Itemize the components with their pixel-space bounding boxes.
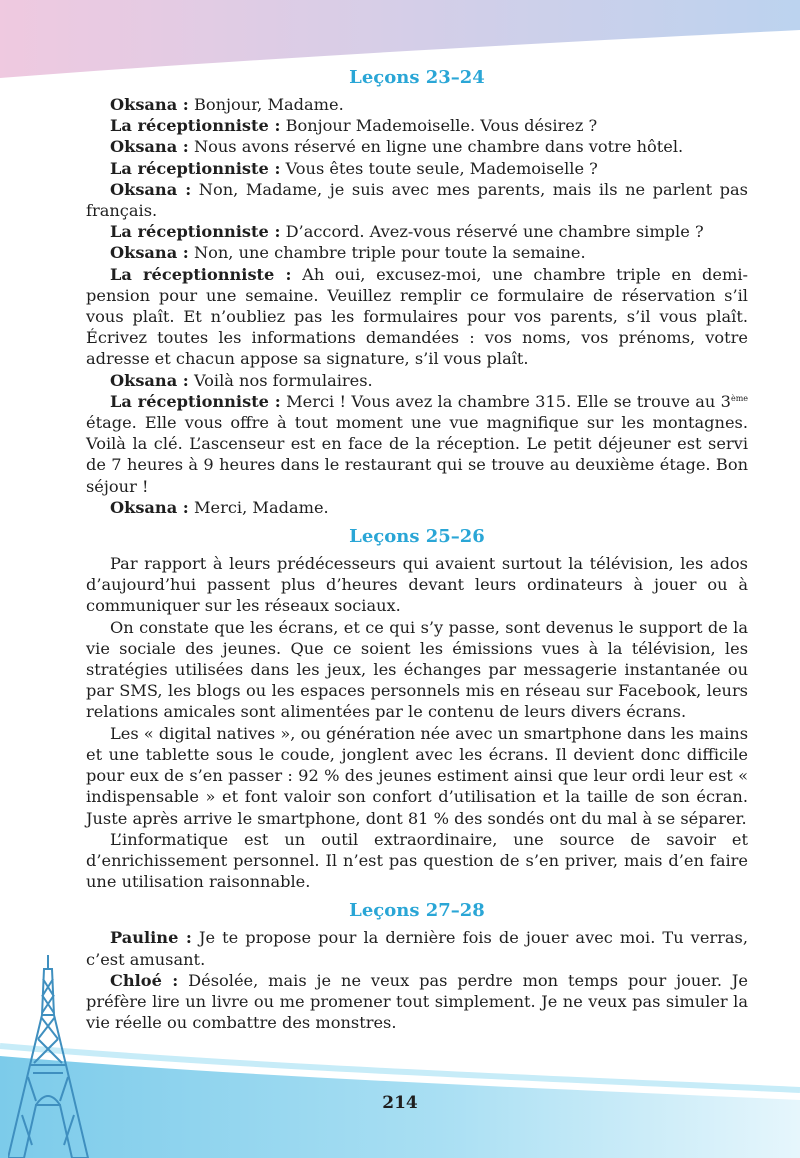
- speaker-name: Chloé :: [110, 970, 179, 990]
- line-text: Merci, Madame.: [188, 497, 329, 517]
- speaker-name: Oksana :: [110, 497, 189, 517]
- dialogue-line: [86, 136, 748, 157]
- dialogue-line: [86, 179, 748, 221]
- speaker-name: La réceptionniste :: [110, 222, 281, 242]
- line-text: Bonjour Mademoiselle. Vous désirez ?: [280, 116, 598, 136]
- line-text: Je te propose pour la dernière fois de jouer avec moi. Tu verras, c’est amusant.: [86, 928, 748, 969]
- speaker-name: Oksana :: [110, 243, 189, 263]
- dialogue-line: [86, 115, 748, 136]
- speaker-name: Oksana :: [110, 95, 189, 114]
- section-title-lecons-23-24: Leçons 23–24: [349, 67, 485, 88]
- speaker-name: Pauline :: [110, 928, 192, 948]
- line-text: Nous avons réservé en ligne une chambre dans votre hôtel.: [188, 137, 684, 157]
- line-text: Non, une chambre triple pour toute la semaine.: [188, 243, 586, 263]
- ordinal-superscript: ème: [730, 393, 749, 403]
- dialogue-line: [86, 391, 748, 497]
- line-text: Voilà nos formulaires.: [188, 370, 373, 390]
- paragraph: L’informatique est un outil extraordinaire, une source de savoir et d’enrichissement personnel. Il n’est pas question de s’en priver, mais d’en faire une utilisation raisonnable.: [86, 829, 748, 892]
- line-text: Non, Madame, je suis avec mes parents, mais ils ne parlent pas français.: [86, 179, 748, 221]
- speaker-name: La réceptionniste :: [110, 158, 281, 178]
- speaker-name: La réceptionniste :: [110, 264, 292, 284]
- line-text: Bonjour, Madame.: [188, 95, 344, 114]
- paragraph: On constate que les écrans, et ce qui s’y passe, sont devenus le support de la vie sociale des jeunes. Que ce soient les émissions vues à la télévision, les stratégies utilisées dans les jeux, les échanges par messagerie instantanée ou par SMS, les blogs ou les espaces personnels mis en réseau sur Facebook, leurs relations amicales sont alimentées par le contenu de leurs divers écrans.: [86, 617, 748, 722]
- speaker-name: La réceptionniste :: [110, 391, 281, 411]
- dialogue-line: [86, 242, 748, 263]
- line-text: Vous êtes toute seule, Mademoiselle ?: [280, 158, 598, 178]
- dialogue-line: [86, 927, 748, 969]
- page-content: [86, 66, 748, 1033]
- speaker-name: Oksana :: [110, 370, 189, 390]
- dialogue-line: [86, 158, 748, 179]
- eiffel-tower-icon: [8, 955, 92, 1158]
- line-text: D’accord. Avez-vous réservé une chambre simple ?: [280, 222, 704, 242]
- dialogue-line: [86, 264, 748, 370]
- dialogue-line: [86, 94, 748, 115]
- line-text: Désolée, mais je ne veux pas perdre mon temps pour jouer. Je préfère lire un livre ou me promener tout simplement. Je ne veux pas simuler la vie réelle ou combattre des monstres.: [86, 970, 748, 1033]
- line-text: Ah oui, excusez-moi, une chambre triple en demi-pension pour une semaine. Veuillez remplir ce formulaire de réservation s’il vous plaît. Et n’oubliez pas les formulaires pour vos parents, s’il vous plaît. Écrivez toutes les informations demandées : vos noms, vos prénoms, votre adresse et chacun appose sa signature, s’il vous plaît.: [86, 264, 748, 369]
- page-number: 214: [382, 1093, 418, 1113]
- dialogue-line: [86, 497, 748, 518]
- paragraph: Par rapport à leurs prédécesseurs qui avaient surtout la télévision, les ados d’aujourd’hui passent plus d’heures devant leurs ordinateurs à jouer ou à communiquer sur les réseaux sociaux.: [86, 554, 748, 616]
- line-text: Merci ! Vous avez la chambre 315. Elle se trouve au 3: [280, 391, 731, 411]
- paragraph: Les « digital natives », ou génération née avec un smartphone dans les mains et une tablette sous le coude, jonglent avec les écrans. Il devient donc difficile pour eux de s’en passer : 92 % des jeunes estiment ainsi que leur ordi leur est « indispensable » et font valoir son confort d’utilisation et la taille de son écran. Juste après arrive le smartphone, dont 81 % des sondés ont du mal à se séparer.: [86, 723, 748, 828]
- speaker-name: Oksana :: [110, 137, 189, 157]
- dialogue-line: [86, 370, 748, 391]
- dialogue-line: [86, 970, 748, 1034]
- speaker-name: Oksana :: [110, 179, 192, 199]
- dialogue-line: [86, 221, 748, 242]
- section-title-lecons-27-28: Leçons 27–28: [349, 900, 485, 922]
- speaker-name: La réceptionniste :: [110, 116, 281, 136]
- line-text: étage. Elle vous offre à tout moment une vue magnifique sur les montagnes. Voilà la clé. L’ascenseur est en face de la réception. Le petit déjeuner est servi de 7 heures à 9 heures dans le restaurant qui se trouve au deuxième étage. Bon séjour !: [86, 413, 748, 496]
- section-title-lecons-25-26: Leçons 25–26: [349, 526, 485, 548]
